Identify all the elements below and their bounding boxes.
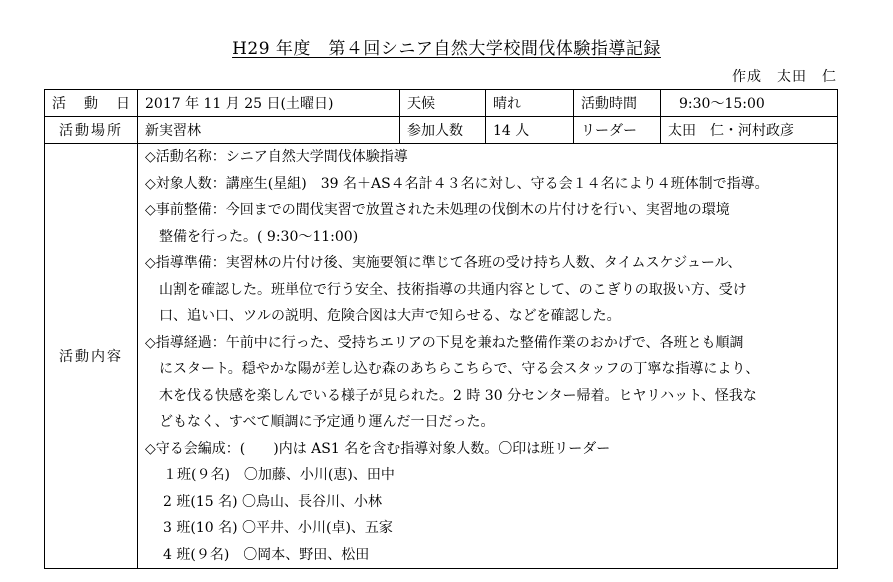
count-label: 参加人数 [400, 117, 486, 144]
count-value: 14 人 [486, 117, 574, 144]
weather-value: 晴れ [486, 90, 574, 117]
content-line: ◇活動名称：シニア自然大学間伐体験指導 [145, 149, 408, 165]
document-title: H29 年度 第４回シニア自然大学校間伐体験指導記録 [232, 39, 661, 59]
content-label: 活動内容 [45, 144, 138, 569]
time-label: 活動時間 [574, 90, 661, 117]
activity-record-table [44, 89, 838, 569]
row-content [45, 144, 838, 569]
place-value: 新実習林 [138, 117, 400, 144]
content-line: ◇対象人数：講座生(星組) 39 名＋AS４名計４３名に対し、守る会１４名により４班体制で指導。 [145, 175, 769, 192]
date-label: 活 動 日 [45, 90, 138, 117]
content-line: 整備を行った。( 9:30～11:00) [159, 228, 359, 245]
time-value: 9:30～15:00 [661, 90, 838, 117]
team-line: １班(９名) 〇加藤、小川(恵)、田中 [163, 467, 395, 483]
team-line: 4 班(９名) 〇岡本、野田、松田 [163, 546, 370, 563]
leader-label: リーダー [574, 117, 661, 144]
content-line: ◇事前整備：今回までの間伐実習で放置された未処理の伐倒木の片付けを行い、実習地の環境 [145, 202, 730, 218]
content-body [145, 144, 830, 568]
content-line: 口、追い口、ツルの説明、危険合図は大声で知らせる、などを確認した。 [159, 308, 621, 324]
content-line: ◇指導準備：実習林の片付け後、実施要領に準じて各班の受け持ち人数、タイムスケジュール、 [145, 255, 742, 271]
row-place [45, 117, 838, 144]
content-line: ◇指導経過：午前中に行った、受持ちエリアの下見を兼ねた整備作業のおかげで、各班とも順調 [145, 334, 744, 351]
date-value: 2017 年 11 月 25 日(土曜日) [138, 90, 400, 117]
weather-label: 天候 [400, 90, 486, 117]
author-line: 作成 太田 仁 [732, 69, 837, 85]
team-line: 2 班(15 名) 〇鳥山、長谷川、小林 [163, 493, 382, 510]
leader-value: 太田 仁・河村政彦 [661, 117, 838, 144]
content-cell [138, 144, 838, 569]
content-line: 木を伐る快感を楽しんでいる様子が見られた。2 時 30 分センター帰着。ヒヤリハット、怪我な [159, 387, 757, 404]
content-line: どもなく、すべて順調に予定通り運んだ一日だった。 [159, 414, 495, 430]
content-line: 山割を確認した。班単位で行う安全、技術指導の共通内容として、のこぎりの取扱い方、受け [159, 281, 747, 298]
team-line: 3 班(10 名) 〇平井、小川(卓)、五家 [163, 520, 393, 536]
row-date [45, 90, 838, 117]
content-line: にスタート。穏やかな陽が差し込む森のあちらこちらで、守る会スタッフの丁寧な指導により、 [159, 361, 760, 377]
content-line: ◇守る会編成：( )内は AS1 名を含む指導対象人数。〇印は班リーダー [145, 440, 611, 457]
place-label: 活動場所 [45, 117, 138, 144]
